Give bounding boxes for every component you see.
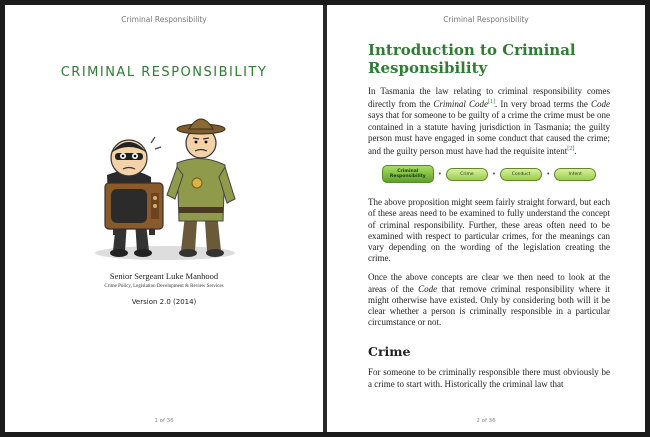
flow-node-conduct: Conduct (500, 168, 542, 181)
cartoon-illustration (85, 103, 245, 263)
author-name: Senior Sergeant Luke Manhood (109, 271, 219, 281)
flow-node-crime: Crime (446, 168, 488, 181)
page-number: 2 of 36 (476, 418, 496, 424)
flow-node-intent: Intent (554, 168, 596, 181)
version-label: Version 2.0 (2014) (131, 298, 197, 306)
page-content (368, 41, 610, 398)
footnote-link[interactable]: [2] (567, 146, 575, 153)
responsibility-flow-diagram (368, 165, 610, 183)
flow-connector: • (491, 170, 497, 179)
flow-node-criminal-responsibility: Criminal Responsibility (382, 165, 434, 183)
intro-paragraph: In Tasmania the law relating to criminal responsibility comes directly from the Criminal Code[1]. In very broad terms the Code says that for someone to be guilty of a crime the crime must be one contained in a statute having jurisdiction in Tasmania; the guilty person must have engaged in some conduct that caused the crime; and the guilty person must have had the requisite intent[2]. (368, 86, 610, 157)
footnote-link[interactable]: [1] (488, 99, 495, 106)
cover-title: CRIMINAL RESPONSIBILITY (60, 65, 268, 80)
running-head: Criminal Responsibility (121, 15, 207, 24)
section-heading-crime: Crime (368, 344, 411, 360)
paragraph-3: Once the above concepts are clear we then need to look at the areas of the Code that remove criminal responsibility where it might otherwise have existed. Only by considering both will it be clear whether a person is criminally responsible in a particular circumstance or not. (368, 272, 610, 328)
paragraph-2: The above proposition might seem fairly straight forward, but each of these areas need to be examined to fully understand the concept of criminal responsibility. Further, these areas often need to be examined with respect to particular crimes, for the meanings can vary depending on the wording of the legislation creating the crime. (368, 197, 610, 264)
chapter-title: Introduction to Criminal Responsibility (368, 41, 576, 77)
book-viewer (5, 5, 645, 432)
page-number: 1 of 36 (154, 418, 174, 424)
paragraph-4: For someone to be criminally responsible there must obviously be a crime to start with. Historically the criminal law that (368, 367, 610, 389)
flow-connector: • (437, 170, 442, 179)
author-unit: Crime Policy, Legislation Development & Review Services (104, 284, 224, 289)
flow-connector: • (546, 170, 551, 179)
page-1 (5, 5, 323, 432)
page-2 (327, 5, 645, 432)
police-officer-figure (167, 119, 235, 257)
tv-icon (105, 183, 163, 235)
running-head: Criminal Responsibility (443, 15, 529, 24)
